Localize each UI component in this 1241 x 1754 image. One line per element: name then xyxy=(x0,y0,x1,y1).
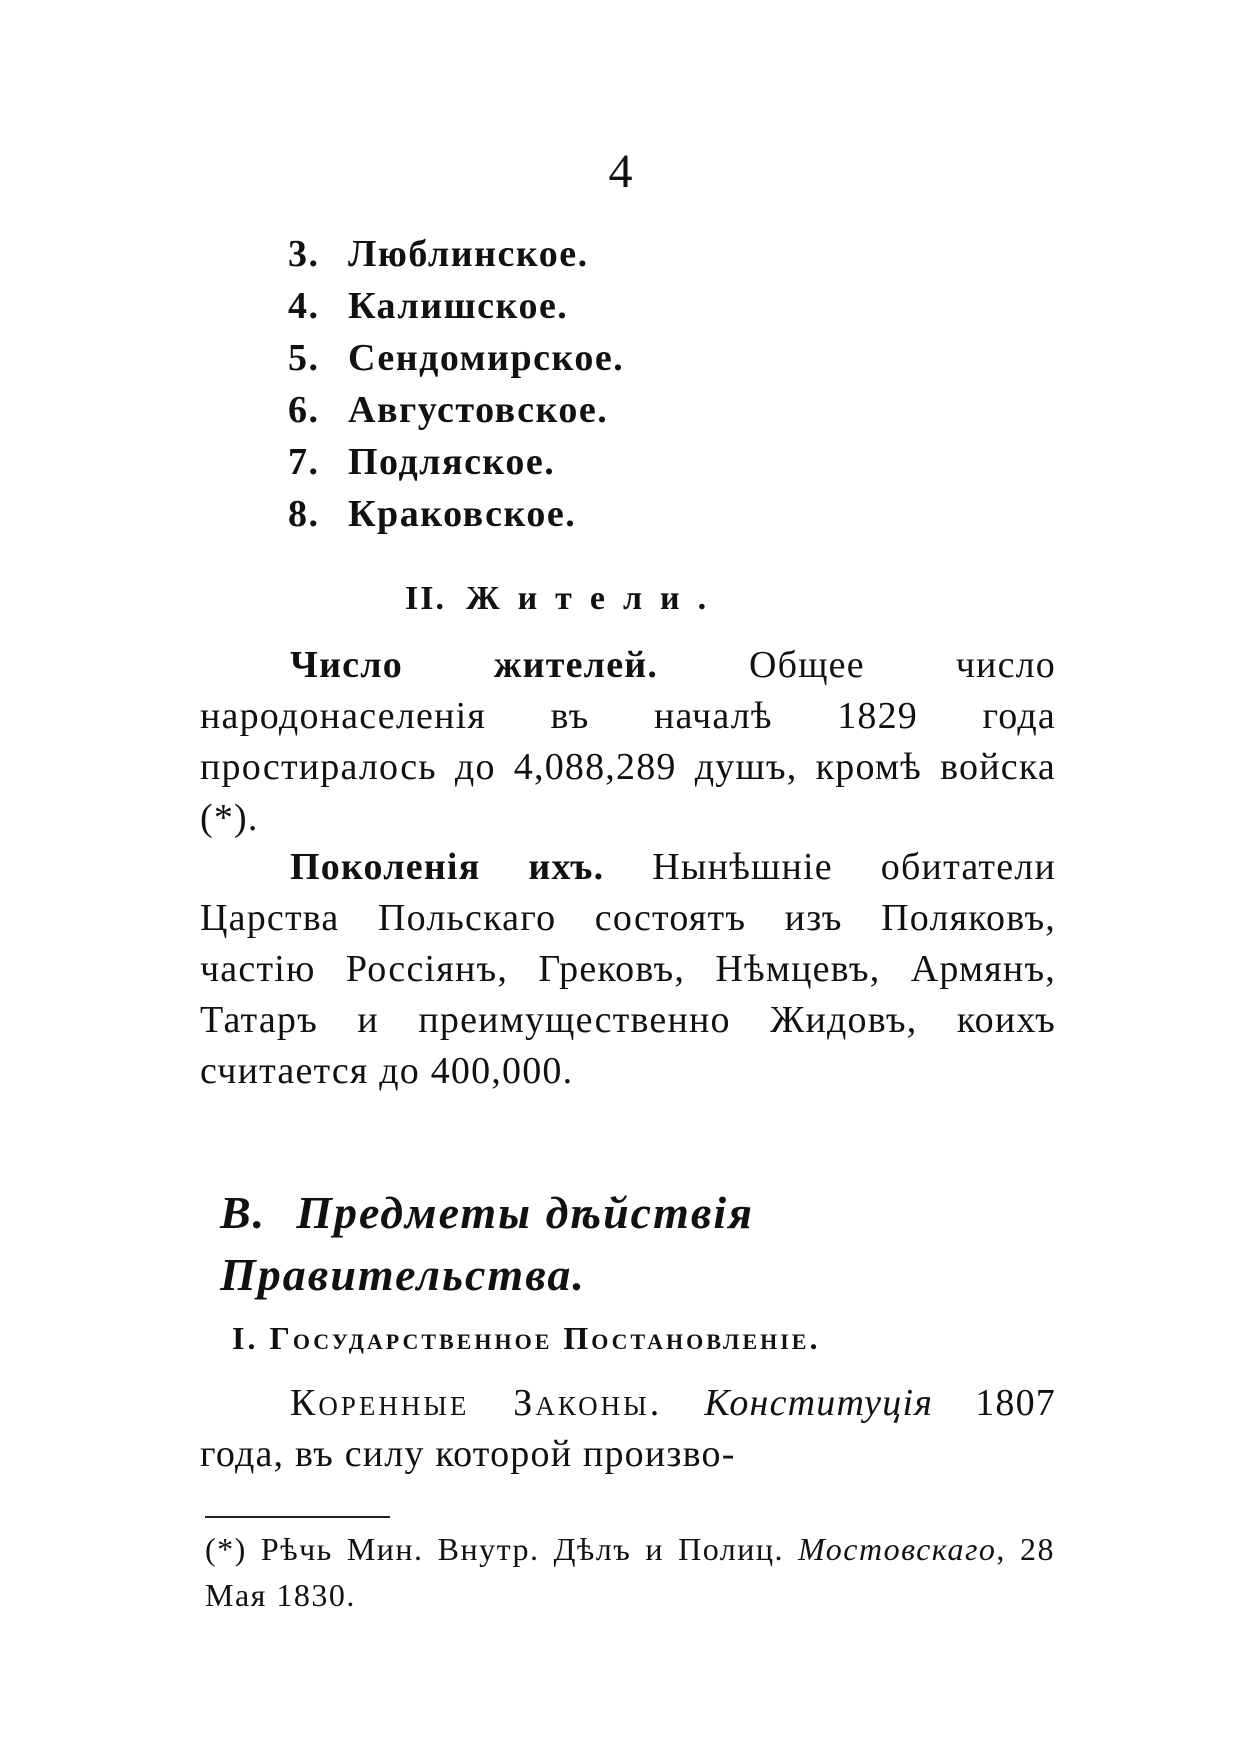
list-item-number: 3. xyxy=(288,233,320,275)
list-item xyxy=(288,228,624,280)
list-item-number: 8. xyxy=(288,493,320,535)
list-item-number: 7. xyxy=(288,441,320,483)
list-item-label: Сендомирское. xyxy=(348,337,625,379)
list-item xyxy=(288,384,624,436)
footnote xyxy=(205,1526,1055,1618)
list-item-number: 6. xyxy=(288,389,320,431)
chapter-letter: B. xyxy=(220,1187,267,1238)
page-number: 4 xyxy=(608,145,633,198)
footnote-italic: Мостовскаго xyxy=(798,1531,997,1567)
footnote-text: (*) Рѣчь Мин. Внутр. Дѣлъ и Полиц. xyxy=(205,1531,784,1567)
paragraph-lead: Число жителей. xyxy=(290,644,659,686)
list-item xyxy=(288,280,624,332)
footnote-divider xyxy=(205,1516,390,1518)
footnote-date: , 28 Мая 1830. xyxy=(205,1531,1056,1613)
paragraph-population xyxy=(200,640,1056,844)
list-item xyxy=(288,332,624,384)
list-item-label: Люблинское. xyxy=(348,233,589,275)
section-number: II. xyxy=(405,580,446,617)
list-item-label: Августовское. xyxy=(348,389,609,431)
list-item-number: 5. xyxy=(288,337,320,379)
subsection-heading xyxy=(232,1320,820,1357)
paragraph-generations xyxy=(200,842,1056,1097)
chapter-heading xyxy=(220,1182,1050,1306)
paragraph-lead: Поколенія ихъ. xyxy=(290,846,605,888)
paragraph-lead: Коренные Законы. xyxy=(290,1382,663,1424)
subsection-number: I. xyxy=(232,1320,259,1356)
paragraph-text: 1807 года, въ силу которой произво- xyxy=(200,1382,1057,1475)
paragraph-text: Нынѣшніе обитатели Царства Польскаго состоятъ изъ Поляковъ, частію Россіянъ, Грековъ, Нѣмцевъ, Армянъ, Татаръ и преимущественно Жидовъ, коихъ считается до 400,000. xyxy=(200,846,1056,1092)
list-item-number: 4. xyxy=(288,285,320,327)
paragraph-fundamental-laws xyxy=(200,1378,1056,1480)
paragraph-italic: Конституція xyxy=(704,1382,934,1424)
list-item xyxy=(288,436,624,488)
list-item xyxy=(288,488,624,540)
subsection-title: Государственное Постановленіе. xyxy=(269,1320,821,1356)
province-list xyxy=(288,228,624,540)
section-title: Жители. xyxy=(465,580,725,617)
list-item-label: Подляское. xyxy=(348,441,556,483)
paragraph-text: Общее число народонаселенія въ началѣ 1829 года простиралось до 4,088,289 душъ, кромѣ войска (*). xyxy=(200,644,1056,839)
chapter-title: Предметы дѣйствія Правительства. xyxy=(220,1187,754,1300)
list-item-label: Калишское. xyxy=(348,285,569,327)
section-heading-inhabitants xyxy=(405,580,724,618)
list-item-label: Краковское. xyxy=(348,493,577,535)
